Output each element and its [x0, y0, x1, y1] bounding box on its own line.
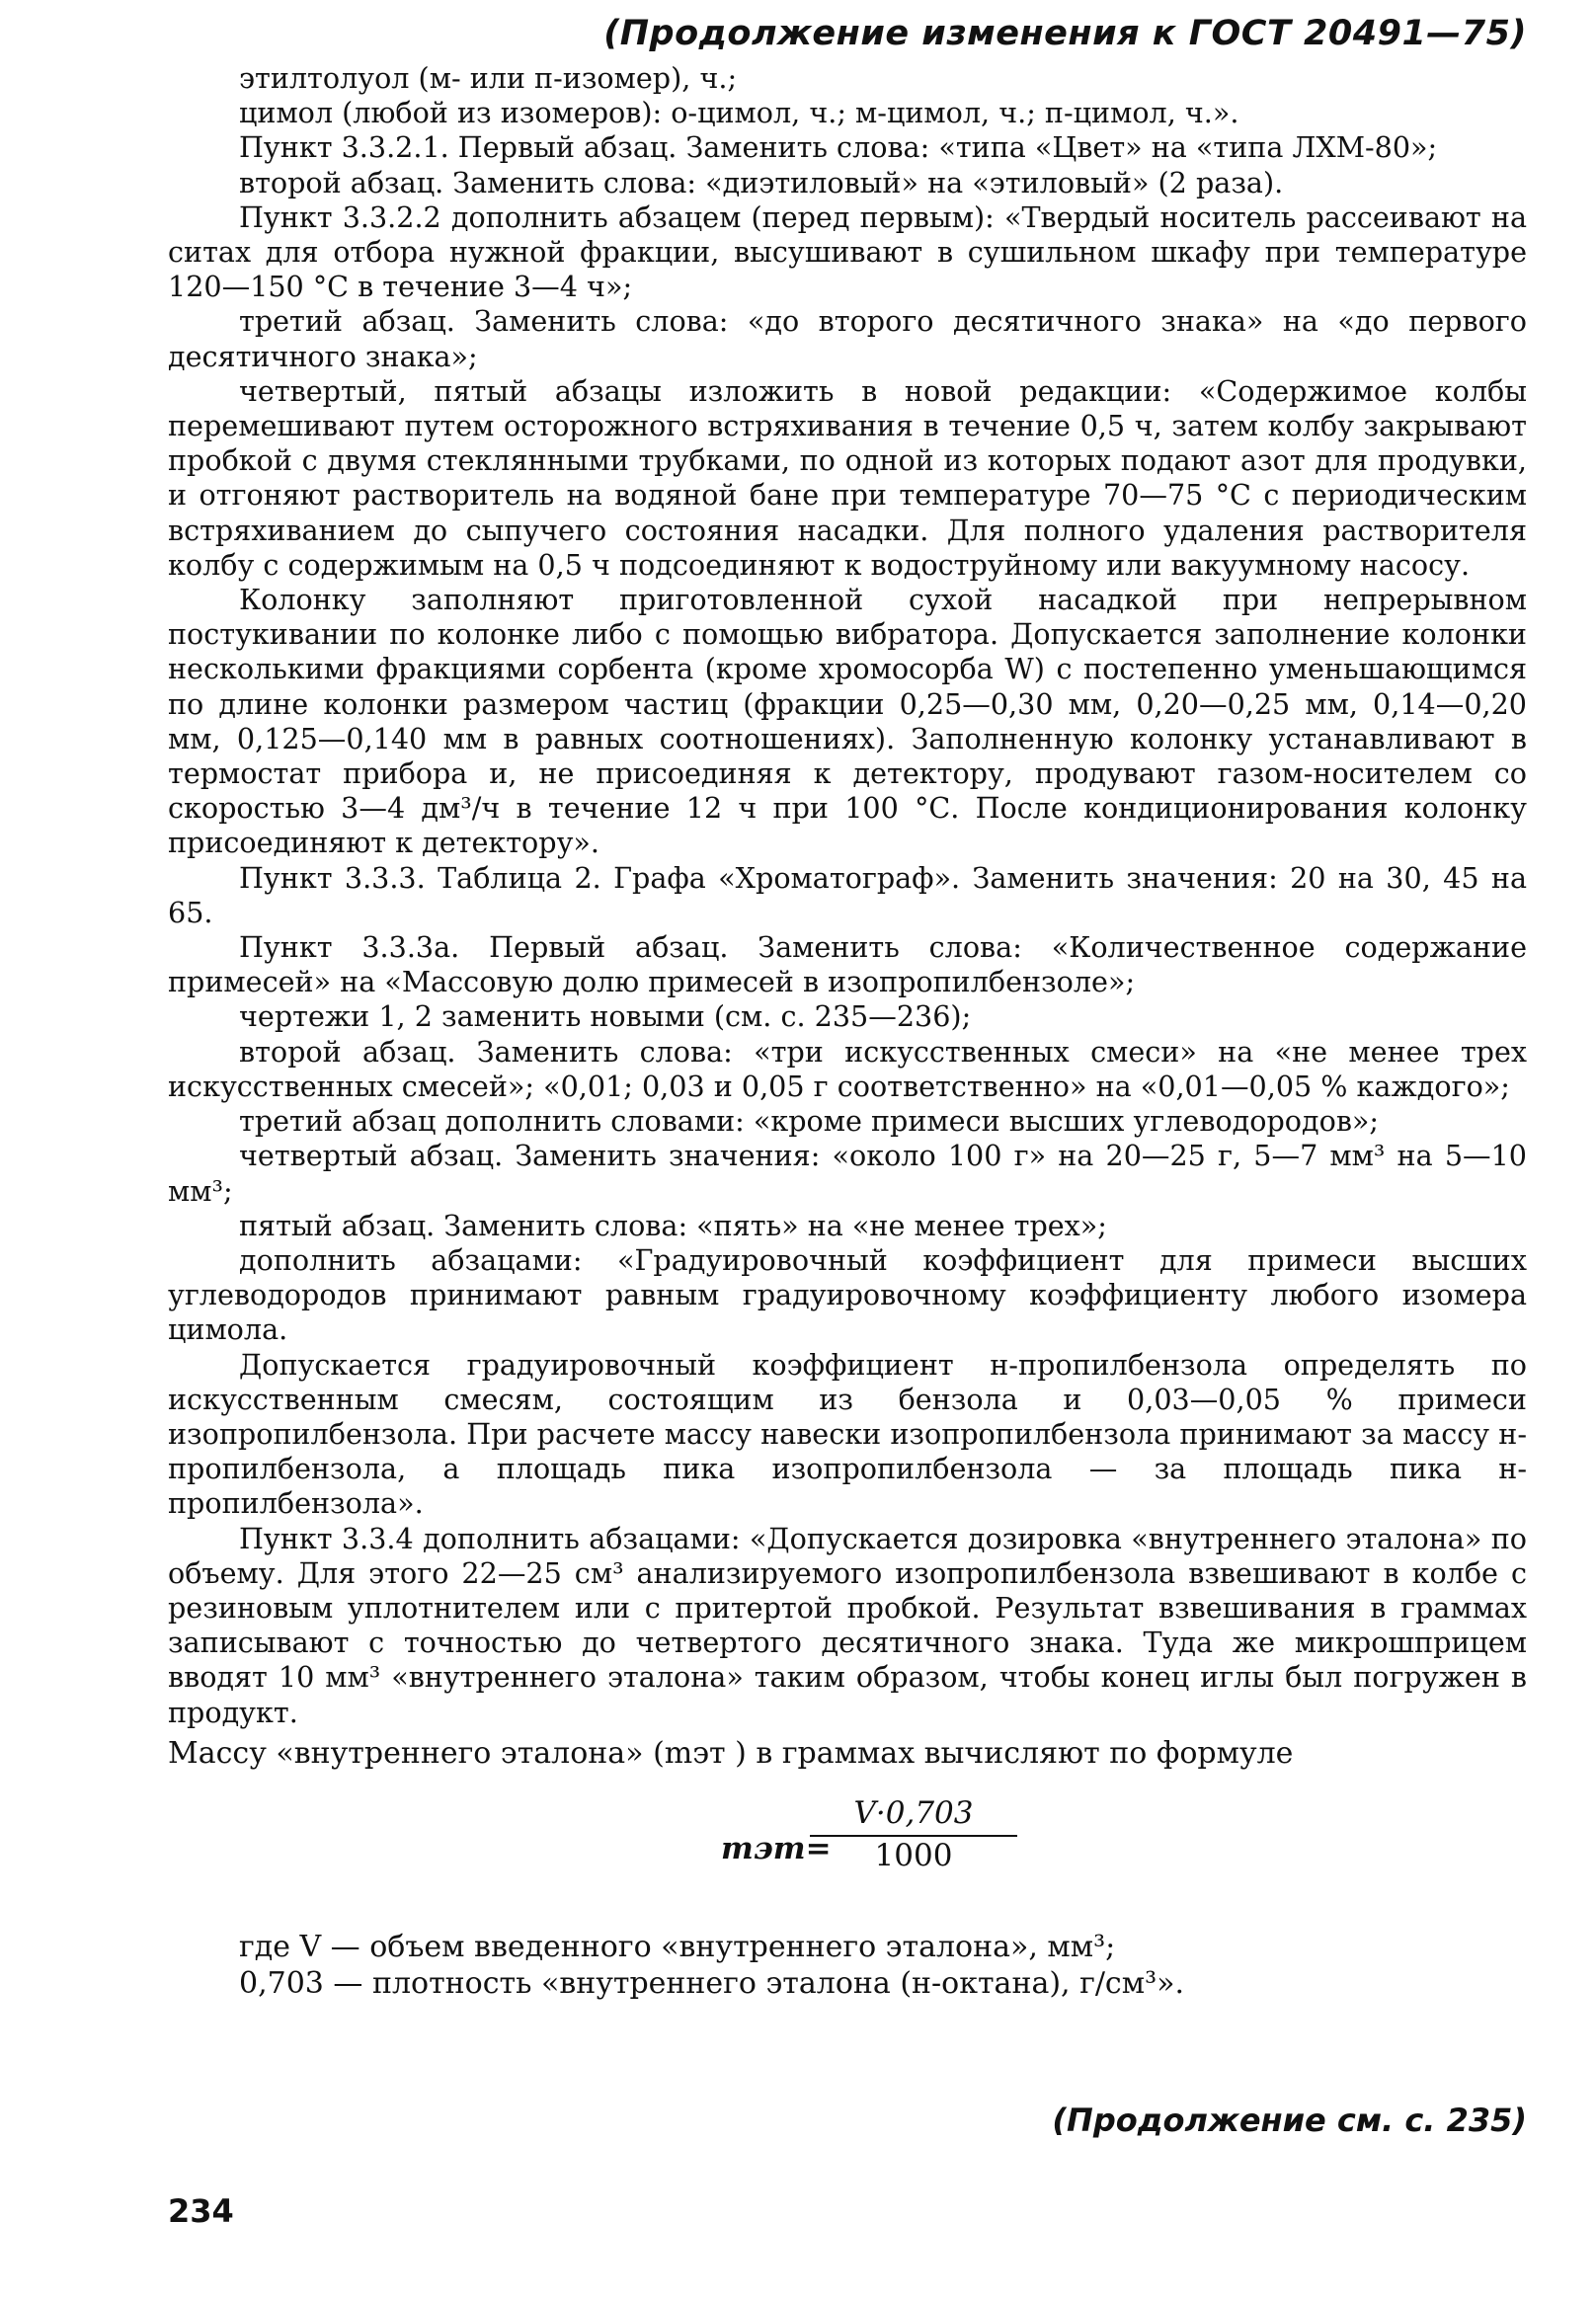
paragraph: Пункт 3.3.3а. Первый абзац. Заменить слова: «Количественное содержание примесей» на «Массовую долю примесей в изопропилбензоле»; — [168, 930, 1527, 999]
formula — [168, 1788, 1527, 1907]
paragraph: четвертый абзац. Заменить значения: «около 100 г» на 20—25 г, 5—7 мм³ на 5—10 мм³; — [168, 1139, 1527, 1208]
paragraph: третий абзац дополнить словами: «кроме примеси высших углеводородов»; — [239, 1104, 1380, 1139]
paragraph: второй абзац. Заменить слова: «диэтиловый» на «этиловый» (2 раза). — [239, 165, 1284, 199]
page-header: (Продолжение изменения к ГОСТ 20491—75) — [603, 14, 1527, 53]
paragraph: Пункт 3.3.2.1. Первый абзац. Заменить слова: «типа «Цвет» на «типа ЛХМ-80»; — [239, 130, 1438, 165]
paragraph: второй абзац. Заменить слова: «три искусственных смеси» на «не менее трех искусственных смесей»; «0,01; 0,03 и 0,05 г соответственно» на «0,01—0,05 % каждого»; — [168, 1034, 1527, 1103]
continuation-note: (Продолжение см. с. 235) — [1052, 2102, 1527, 2139]
paragraph: четвертый, пятый абзацы изложить в новой редакции: «Содержимое колбы перемешивают путем осторожного встряхивания в течение 0,5 ч, затем колбу закрывают пробкой с двумя стеклянными трубками, по одной из которых подают азот для продувки, и отгоняют растворитель на водяной бане при температуре 70—75 °С с периодическим встряхиванием до сыпучего состояния насадки. Для полного удаления растворителя колбу с содержимым на 0,5 ч подсоединяют к водоструйному или вакуумному насосу. — [168, 373, 1527, 582]
formula-numerator: V·0,703 — [810, 1796, 1017, 1837]
paragraph: третий абзац. Заменить слова: «до второго десятичного знака» на «до первого десятичного знака»; — [168, 304, 1527, 373]
paragraph: цимол (любой из изомеров): о-цимол, ч.; м-цимол, ч.; п-цимол, ч.». — [239, 96, 1239, 130]
page-number: 234 — [168, 2192, 234, 2230]
paragraph: Пункт 3.3.2.2 дополнить абзацем (перед первым): «Твердый носитель рассеивают на ситах для отбора нужной фракции, высушивают в сушильном шкафу при температуре 120—150 °С в течение 3—4 ч»; — [168, 199, 1527, 304]
paragraph: Пункт 3.3.3. Таблица 2. Графа «Хроматограф». Заменить значения: 20 на 30, 45 на 65. — [168, 860, 1527, 929]
formula-denominator: 1000 — [874, 1838, 953, 1874]
where-line-1: где V — объем введенного «внутреннего эталона», мм³; — [239, 1929, 1116, 1964]
paragraph: дополнить абзацами: «Градуировочный коэффициент для примеси высших углеводородов принимают равным градуировочному коэффициенту любого изомера цимола. — [168, 1242, 1527, 1347]
formula-fraction — [810, 1796, 1017, 1873]
paragraph: Допускается градуировочный коэффициент н-пропилбензола определять по искусственным смесям, состоящим из бензола и 0,03—0,05 % примеси изопропилбензола. При расчете массу навески изопропилбензола принимают за массу н-пропилбензола, а площадь пика изопропилбензола — за площадь пика н-пропилбензола». — [168, 1347, 1527, 1521]
where-line-2: 0,703 — плотность «внутреннего эталона (н-октана), г/см³». — [239, 1965, 1184, 2001]
paragraph: Пункт 3.3.4 дополнить абзацами: «Допускается дозировка «внутреннего эталона» по объему. Для этого 22—25 см³ анализируемого изопропилбензола взвешивают в колбе с резиновым уплотнителем или с притертой пробкой. Результат взвешивания в граммах записывают с точностью до четвертого десятичного знака. Туда же микрошприцем вводят 10 мм³ «внутреннего эталона» таким образом, чтобы конец иглы был погружен в продукт. — [168, 1521, 1527, 1729]
formula-lhs: mэт= — [721, 1830, 832, 1866]
paragraph: пятый абзац. Заменить слова: «пять» на «не менее трех»; — [239, 1208, 1107, 1242]
paragraph: чертежи 1, 2 заменить новыми (см. с. 235—236); — [239, 999, 972, 1034]
paragraph: этилтолуол (м- или п-изомер), ч.; — [239, 61, 738, 95]
formula-lead-text: Массу «внутреннего эталона» (mэт ) в граммах вычисляют по формуле — [168, 1735, 1294, 1771]
paragraph-list — [168, 61, 1527, 1730]
document-body — [168, 61, 1527, 2002]
paragraph: Колонку заполняют приготовленной сухой насадкой при непрерывном постукивании по колонке либо с помощью вибратора. Допускается заполнение колонки несколькими фракциями сорбента (кроме хромосорба W) с постепенно уменьшающимся по длине колонки размером частиц (фракции 0,25—0,30 мм, 0,20—0,25 мм, 0,14—0,20 мм, 0,125—0,140 мм в равных соотношениях). Заполненную колонку устанавливают в термостат прибора и, не присоединяя к детектору, продувают газом-носителем со скоростью 3—4 дм³/ч в течение 12 ч при 100 °С. После кондиционирования колонку присоединяют к детектору». — [168, 583, 1527, 860]
